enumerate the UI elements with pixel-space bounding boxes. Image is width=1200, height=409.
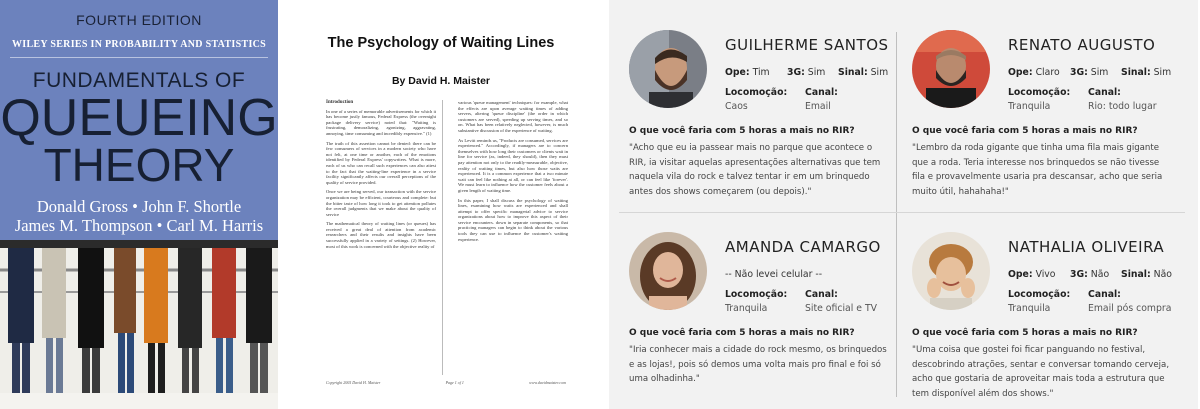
signal-value: Sim xyxy=(1153,67,1172,78)
book-title-line3: THEORY xyxy=(43,139,235,191)
persona-question: O que você faria com 5 horas a mais no RIR? xyxy=(629,126,855,136)
locomotion-label: Locomoção: xyxy=(725,289,788,300)
operator-value: Claro xyxy=(1035,67,1060,78)
persona-card-renato xyxy=(892,0,1172,197)
persona-answer: "Acho que eu ia passear mais no parque que acontece o RIR, ia visitar aquelas apresentações alternativas que tem naquela vila do rock e talvez tentar ir em um brinquedo antes dos shows começarem (ou depois)." xyxy=(629,143,881,197)
personas-board xyxy=(609,0,1198,409)
paper-paragraph: In one of a series of memorable advertisements for which it has become justly famous, Federal Express (the overnight package delivery service) noted that: "Waiting is frustrating, demoralizing, agonizing, aggravating, annoying, time consuming and incredibly expensive." (1) xyxy=(326,108,436,136)
book-title-line2: QUEUEING xyxy=(0,89,278,147)
avatar-photo xyxy=(912,232,990,310)
avatar xyxy=(912,30,990,108)
locomotion-label: Locomoção: xyxy=(725,87,788,98)
channel-value: Email xyxy=(805,101,831,112)
paper-paragraph: various 'queue management' techniques: for example, what the effects are upon average waiting times of adding servers, altering 'queue discipline' (the order in which customers are served), speeding up serving times, and so on. What has been relatively neglected, however, is much substantive discussion of the experience of waiting. xyxy=(458,100,568,133)
paper-column-left xyxy=(326,100,436,253)
persona-name: AMANDA CAMARGO xyxy=(725,238,881,256)
locomotion-value: Caos xyxy=(725,101,748,112)
book-cover xyxy=(0,0,278,409)
operator-info xyxy=(1008,67,1060,78)
paper-document xyxy=(301,0,581,409)
3g-info xyxy=(1070,269,1109,280)
no-phone-note: -- Não levei celular -- xyxy=(725,269,823,280)
3g-info xyxy=(1070,67,1108,78)
signal-info xyxy=(1121,67,1171,78)
operator-label: Ope: xyxy=(1008,269,1033,280)
paper-website: www.davidmaister.com xyxy=(529,380,566,385)
book-authors-line2: James M. Thompson • Carl M. Harris xyxy=(14,216,264,235)
persona-answer: "Lembro da roda gigante que tinha uma fila mais gigante que a roda. Teria interesse nos brinquedos se não tivesse fila e provavelmente usaria pra descansar, acho que seria muito útil, hahahaha!" xyxy=(912,143,1163,197)
avatar xyxy=(629,30,707,108)
persona-card-nathalia xyxy=(892,202,1172,399)
book-edition: FOURTH EDITION xyxy=(76,12,202,28)
channel-value: Email pós compra xyxy=(1088,303,1172,314)
3g-value: Não xyxy=(1090,269,1110,280)
operator-value: Tim xyxy=(752,67,770,78)
paper-page-number: Page 1 of 1 xyxy=(445,380,464,385)
persona-name: NATHALIA OLIVEIRA xyxy=(1008,238,1165,256)
3g-label: 3G: xyxy=(1070,67,1088,78)
book-series: WILEY SERIES IN PROBABILITY AND STATISTICS xyxy=(11,39,267,50)
operator-label: Ope: xyxy=(1008,67,1033,78)
book-title-line1: FUNDAMENTALS OF xyxy=(32,69,246,92)
persona-card-amanda xyxy=(609,202,887,392)
paper-paragraph: The mathematical theory of waiting lines (or queues) has received a great deal of attention from academic researchers and their results and insights have been successfully applied in a variety of settings. (2) However, most of this work is concerned with the objective reality of xyxy=(326,221,436,249)
persona-answer: "Iria conhecer mais a cidade do rock mesmo, os brinquedos e as lojas!, pois só demos uma volta mais pro final e foi só uma olhadinha." xyxy=(629,345,887,385)
paper-footer xyxy=(326,380,566,385)
signal-label: Sinal: xyxy=(1121,67,1151,78)
operator-info xyxy=(725,67,770,78)
channel-label: Canal: xyxy=(805,87,838,98)
signal-value: Não xyxy=(1153,269,1172,280)
paper-author: By David H. Maister xyxy=(391,75,491,87)
book-authors-line1: Donald Gross • John F. Shortle xyxy=(36,197,242,216)
channel-value: Rio: todo lugar xyxy=(1088,101,1157,112)
channel-label: Canal: xyxy=(1088,289,1121,300)
paper-paragraph: As Levitt reminds us, "Products are consumed, services are experienced." Accordingly, if managers are to concern themselves with how long their customers or clients wait in line for service (as, indeed, they should), then they must pay attention not only to the readily-measurable, objective, reality of waiting times, but also how those waits are experienced. It is a common experience that a two minute wait can feel like nothing at all, or can feel like 'forever'. We must learn to influence how the customer feels about a given length of waiting time. xyxy=(458,137,568,193)
avatar xyxy=(912,232,990,310)
locomotion-value: Tranquila xyxy=(725,303,768,314)
3g-value: Sim xyxy=(807,67,826,78)
paper-column-right xyxy=(458,100,568,246)
persona-answer: "Uma coisa que gostei foi ficar panguando no festival, descobrindo atrações, sentar e conversar tomando cerveja, acho que gostaria de aproveitar mais toda a estrutura que tem disponível além dos shows." xyxy=(912,345,1170,399)
persona-name: RENATO AUGUSTO xyxy=(1008,36,1156,54)
channel-label: Canal: xyxy=(805,289,838,300)
signal-value: Sim xyxy=(870,67,889,78)
paper-paragraph: Once we are being served, our transaction with the service organization may be efficient, courteous and complete: but the bitter taste of how long it took to get attention pollutes the overall judgments that we make about the quality of service xyxy=(326,189,436,217)
3g-info xyxy=(787,67,825,78)
paper-title: The Psychology of Waiting Lines xyxy=(327,35,555,51)
signal-label: Sinal: xyxy=(838,67,868,78)
operator-value: Vivo xyxy=(1035,269,1056,280)
persona-name: GUILHERME SANTOS xyxy=(725,36,889,54)
paper-column-divider xyxy=(442,100,443,375)
channel-label: Canal: xyxy=(1088,87,1121,98)
avatar-photo xyxy=(912,30,990,108)
signal-label: Sinal: xyxy=(1121,269,1151,280)
persona-question: O que você faria com 5 horas a mais no RIR? xyxy=(912,126,1138,136)
locomotion-value: Tranquila xyxy=(1008,303,1051,314)
operator-label: Ope: xyxy=(725,67,750,78)
persona-card-guilherme xyxy=(609,0,889,197)
persona-question: O que você faria com 5 horas a mais no RIR? xyxy=(629,328,855,338)
paper-section-heading: Introduction xyxy=(326,100,354,105)
paper-copyright: Copyright 2005 David H. Maister xyxy=(326,380,381,385)
persona-question: O que você faria com 5 horas a mais no RIR? xyxy=(912,328,1138,338)
signal-info xyxy=(1121,269,1172,280)
3g-label: 3G: xyxy=(787,67,805,78)
book-divider xyxy=(10,57,268,58)
avatar-photo xyxy=(629,232,707,310)
3g-value: Sim xyxy=(1090,67,1109,78)
book-cover-photo xyxy=(0,240,278,409)
3g-label: 3G: xyxy=(1070,269,1088,280)
locomotion-label: Locomoção: xyxy=(1008,289,1071,300)
locomotion-label: Locomoção: xyxy=(1008,87,1071,98)
locomotion-value: Tranquila xyxy=(1008,101,1051,112)
channel-value: Site oficial e TV xyxy=(805,303,877,314)
paper-paragraph: In this paper, I shall discuss the psychology of waiting lines, examining how waits are experienced and shall attempt to offer specific managerial advice to service organizations about how to improve this aspect of their service encounters. down in separate components, so that practicing managers can begin to think about the various tools they can use to influence the customer's waiting experience. xyxy=(458,197,568,242)
paper-paragraph: The truth of this assertion cannot be denied: there can be few consumers of services in a modern society who have not felt, at one time or another, each of the emotions identified by Federal Express' copywriters. What is more, each of us who can recall such experiences can also attest to the fact that the waiting-line experience in a service facility significantly affects our overall perceptions of the quality of service provided. xyxy=(326,140,436,185)
avatar-photo xyxy=(629,30,707,108)
operator-info xyxy=(1008,269,1056,280)
signal-info xyxy=(838,67,888,78)
avatar xyxy=(629,232,707,310)
